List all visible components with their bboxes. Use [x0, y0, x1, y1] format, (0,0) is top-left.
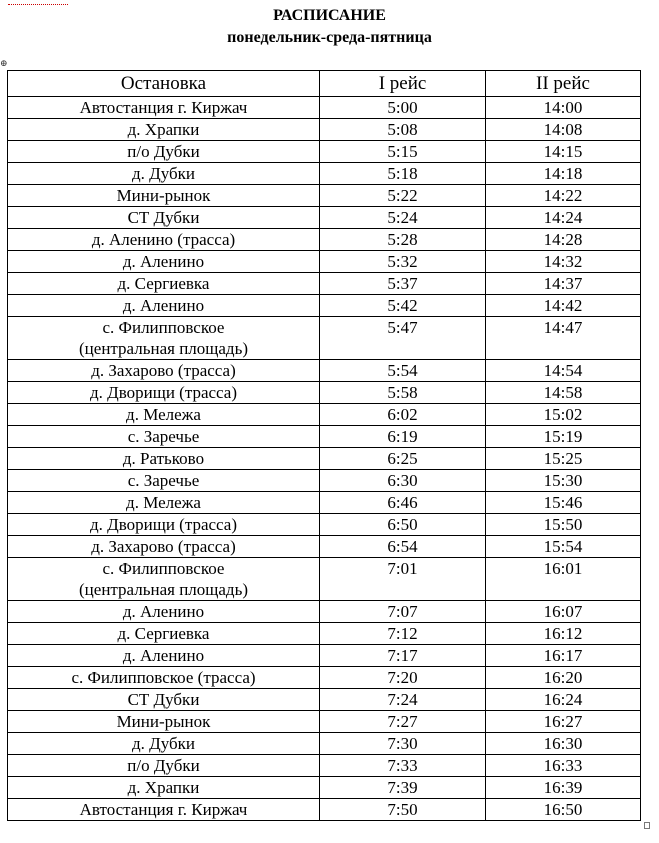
table-row [8, 295, 641, 317]
run2-time: 14:15 [486, 141, 641, 163]
stop-name-line2: (центральная площадь) [79, 580, 248, 599]
run2-time: 14:24 [486, 207, 641, 229]
stop-name: д. Мележа [126, 405, 201, 424]
run2-time: 14:28 [486, 229, 641, 251]
stop-cell [8, 360, 320, 382]
table-row [8, 536, 641, 558]
table-move-handle-icon[interactable]: ⊕ [0, 58, 8, 68]
run2-time: 16:39 [486, 777, 641, 799]
table-row [8, 360, 641, 382]
stop-cell [8, 755, 320, 777]
run2-time: 15:02 [486, 404, 641, 426]
run2-time: 15:19 [486, 426, 641, 448]
stop-name: Автостанция г. Киржач [79, 98, 248, 117]
schedule-table [7, 70, 641, 821]
page-title: РАСПИСАНИЕ [273, 7, 386, 24]
run2-time: 16:07 [486, 601, 641, 623]
stop-cell [8, 470, 320, 492]
run1-time: 7:24 [320, 689, 486, 711]
table-row [8, 382, 641, 404]
stop-name: д. Мележа [126, 493, 201, 512]
stop-cell [8, 163, 320, 185]
stop-cell [8, 273, 320, 295]
stop-name: д. Храпки [127, 778, 200, 797]
run1-time: 5:00 [320, 97, 486, 119]
run1-time: 6:19 [320, 426, 486, 448]
table-header-row [8, 71, 641, 97]
run2-time: 16:33 [486, 755, 641, 777]
run2-time: 16:17 [486, 645, 641, 667]
table-row [8, 185, 641, 207]
run2-time: 15:25 [486, 448, 641, 470]
run1-time: 5:08 [320, 119, 486, 141]
column-header-stop: Остановка [8, 71, 320, 97]
table-row [8, 558, 641, 601]
table-row [8, 207, 641, 229]
stop-cell [8, 229, 320, 251]
run2-time: 16:12 [486, 623, 641, 645]
stop-name: п/о Дубки [127, 142, 200, 161]
table-row [8, 426, 641, 448]
run1-time: 5:58 [320, 382, 486, 404]
table-row [8, 711, 641, 733]
run1-time: 7:27 [320, 711, 486, 733]
stop-cell [8, 119, 320, 141]
stop-cell [8, 295, 320, 317]
run1-time: 5:18 [320, 163, 486, 185]
run1-time: 7:30 [320, 733, 486, 755]
run2-time: 14:32 [486, 251, 641, 273]
stop-name: д. Аленино (трасса) [91, 230, 236, 249]
stop-cell [8, 558, 320, 601]
run2-time: 15:46 [486, 492, 641, 514]
run2-time: 14:58 [486, 382, 641, 404]
stop-cell [8, 317, 320, 360]
run1-time: 6:30 [320, 470, 486, 492]
run2-time: 14:08 [486, 119, 641, 141]
run1-time: 5:22 [320, 185, 486, 207]
stop-name: д. Аленино [122, 296, 205, 315]
run2-time: 14:37 [486, 273, 641, 295]
table-row [8, 97, 641, 119]
run1-time: 7:50 [320, 799, 486, 821]
run1-time: 5:47 [320, 317, 486, 360]
table-row [8, 601, 641, 623]
run2-time: 14:54 [486, 360, 641, 382]
table-row [8, 404, 641, 426]
stop-cell [8, 777, 320, 799]
run2-time: 14:47 [486, 317, 641, 360]
stop-name: с. Заречье [127, 471, 200, 490]
table-row [8, 645, 641, 667]
run2-time: 16:50 [486, 799, 641, 821]
stop-name: д. Сергиевка [117, 624, 210, 643]
stop-cell [8, 536, 320, 558]
table-row [8, 799, 641, 821]
run1-time: 5:37 [320, 273, 486, 295]
table-body [8, 97, 641, 821]
run1-time: 5:15 [320, 141, 486, 163]
table-row [8, 229, 641, 251]
stop-name: Мини-рынок [116, 186, 211, 205]
table-row [8, 470, 641, 492]
run2-time: 14:00 [486, 97, 641, 119]
stop-name-line2: (центральная площадь) [79, 339, 248, 358]
table-row [8, 623, 641, 645]
run1-time: 5:24 [320, 207, 486, 229]
run2-time: 14:18 [486, 163, 641, 185]
table-row [8, 251, 641, 273]
table-row [8, 733, 641, 755]
stop-cell [8, 733, 320, 755]
stop-name: д. Сергиевка [117, 274, 210, 293]
run2-time: 16:24 [486, 689, 641, 711]
stop-name: СТ Дубки [127, 208, 200, 227]
run2-time: 15:50 [486, 514, 641, 536]
run2-time: 15:30 [486, 470, 641, 492]
stop-cell [8, 514, 320, 536]
run1-time: 7:12 [320, 623, 486, 645]
table-row [8, 667, 641, 689]
stop-cell [8, 492, 320, 514]
stop-cell [8, 689, 320, 711]
table-row [8, 448, 641, 470]
stop-name: д. Дворищи (трасса) [89, 383, 238, 402]
stop-name: СТ Дубки [127, 690, 200, 709]
table-row [8, 492, 641, 514]
stop-name: п/о Дубки [127, 756, 200, 775]
stop-name: с. Заречье [127, 427, 200, 446]
run2-time: 16:01 [486, 558, 641, 601]
stop-name: д. Храпки [127, 120, 200, 139]
table-row [8, 689, 641, 711]
run1-time: 6:46 [320, 492, 486, 514]
stop-cell [8, 185, 320, 207]
stop-name: д. Аленино [122, 252, 205, 271]
stop-cell [8, 251, 320, 273]
table-end-marker [644, 822, 650, 829]
stop-cell [8, 799, 320, 821]
run1-time: 6:50 [320, 514, 486, 536]
stop-name: д. Захарово (трасса) [91, 361, 236, 380]
stop-cell [8, 645, 320, 667]
table-row [8, 317, 641, 360]
column-header-run2: II рейс [486, 71, 641, 97]
run2-time: 14:22 [486, 185, 641, 207]
stop-cell [8, 623, 320, 645]
run1-time: 7:07 [320, 601, 486, 623]
run1-time: 7:39 [320, 777, 486, 799]
stop-name: с. Филипповское [102, 559, 225, 578]
run1-time: 6:02 [320, 404, 486, 426]
stop-cell [8, 404, 320, 426]
run1-time: 7:33 [320, 755, 486, 777]
stop-name: д. Дворищи (трасса) [89, 515, 238, 534]
table-row [8, 777, 641, 799]
stop-cell [8, 426, 320, 448]
run1-time: 5:28 [320, 229, 486, 251]
run1-time: 5:32 [320, 251, 486, 273]
stop-cell [8, 448, 320, 470]
stop-cell [8, 711, 320, 733]
stop-name: с. Филипповское (трасса) [71, 668, 256, 687]
table-row [8, 755, 641, 777]
stop-name: д. Дубки [131, 734, 196, 753]
stop-name: Автостанция г. Киржач [79, 800, 248, 819]
stop-cell [8, 97, 320, 119]
run1-time: 5:54 [320, 360, 486, 382]
run1-time: 7:17 [320, 645, 486, 667]
run2-time: 16:30 [486, 733, 641, 755]
run1-time: 6:25 [320, 448, 486, 470]
run2-time: 14:42 [486, 295, 641, 317]
page-subtitle: понедельник-среда-пятница [227, 29, 432, 46]
stop-name: Мини-рынок [116, 712, 211, 731]
stop-name: д. Аленино [122, 602, 205, 621]
stop-cell [8, 382, 320, 404]
stop-name: д. Ратьково [122, 449, 205, 468]
run1-time: 6:54 [320, 536, 486, 558]
stop-name: д. Аленино [122, 646, 205, 665]
table-row [8, 163, 641, 185]
run1-time: 7:01 [320, 558, 486, 601]
run1-time: 7:20 [320, 667, 486, 689]
stop-cell [8, 667, 320, 689]
table-row [8, 514, 641, 536]
stop-cell [8, 141, 320, 163]
spellcheck-underline [8, 0, 68, 5]
run2-time: 16:27 [486, 711, 641, 733]
table-row [8, 141, 641, 163]
stop-name: д. Дубки [131, 164, 196, 183]
table-row [8, 119, 641, 141]
run1-time: 5:42 [320, 295, 486, 317]
run2-time: 15:54 [486, 536, 641, 558]
stop-name: д. Захарово (трасса) [91, 537, 236, 556]
run2-time: 16:20 [486, 667, 641, 689]
stop-cell [8, 601, 320, 623]
stop-cell [8, 207, 320, 229]
table-row [8, 273, 641, 295]
stop-name: с. Филипповское [102, 318, 225, 337]
column-header-run1: I рейс [320, 71, 486, 97]
